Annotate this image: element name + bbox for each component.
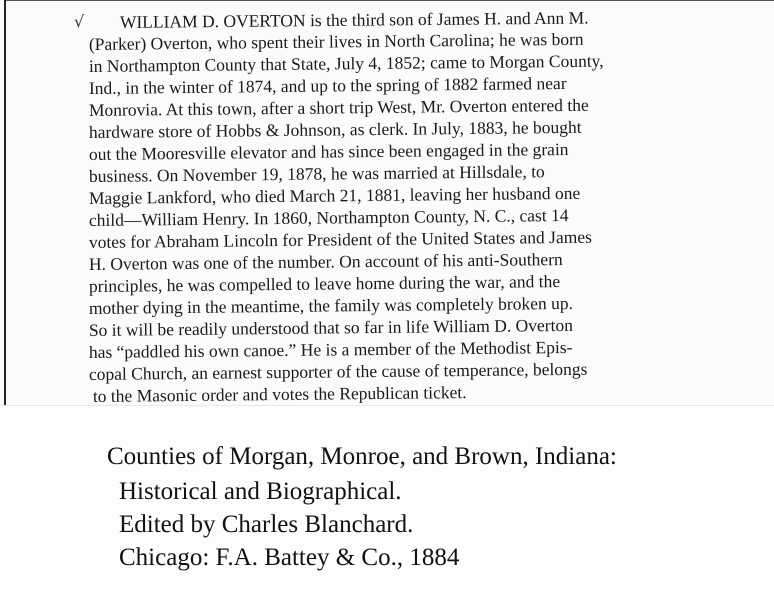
biography-line: out the Mooresville elevator and has since been engaged in the grain [88,138,569,165]
biography-line: So it will be readily understood that so far in life William D. Overton [88,314,573,341]
biography-line: business. On November 19, 1878, he was married at Hillsdale, to [88,161,545,187]
biography-line: copal Church, an earnest supporter of the cause of temperance, belongs [88,358,588,385]
biography-line: hardware store of Hobbs & Johnson, as clerk. In July, 1883, he bought [88,116,582,143]
biography-line: votes for Abraham Lincoln for President of the United States and James [88,226,592,253]
citation-editor: Edited by Charles Blanchard. [119,511,414,538]
biography-line: has “paddled his own canoe.” He is a member of the Methodist Epis- [88,336,573,363]
clipping-left-border [4,0,6,405]
citation-publisher: Chicago: F.A. Battey & Co., 1884 [119,544,460,571]
biography-line: mother dying in the meantime, the family was completely broken up. [88,292,574,319]
biography-line: principles, he was compelled to leave home during the war, and the [88,271,561,297]
biography-line: Monrovia. At this town, after a short trip West, Mr. Overton entered the [88,94,589,121]
clipping-top-border [4,0,774,1]
biography-line: Maggie Lankford, who died March 21, 1881, leaving her husband one [88,182,581,209]
biography-line: (Parker) Overton, who spent their lives in North Carolina; he was born [88,28,584,55]
biography-line: child—William Henry. In 1860, Northampton County, N. C., cast 14 [88,204,569,231]
biography-line: to the Masonic order and votes the Republican ticket. [92,382,467,407]
check-mark-icon: √ [74,12,85,31]
biography-line: Ind., in the winter of 1874, and up to the spring of 1882 farmed near [88,72,567,99]
citation-title: Counties of Morgan, Monroe, and Brown, Indiana: [107,443,617,470]
biography-line: WILLIAM D. OVERTON is the third son of James H. and Ann M. [119,7,589,33]
biography-line: in Northampton County that State, July 4, 1852; came to Morgan County, [88,50,604,77]
biography-line: H. Overton was one of the number. On account of his anti-Southern [88,249,563,275]
citation-subtitle: Historical and Biographical. [119,478,402,505]
